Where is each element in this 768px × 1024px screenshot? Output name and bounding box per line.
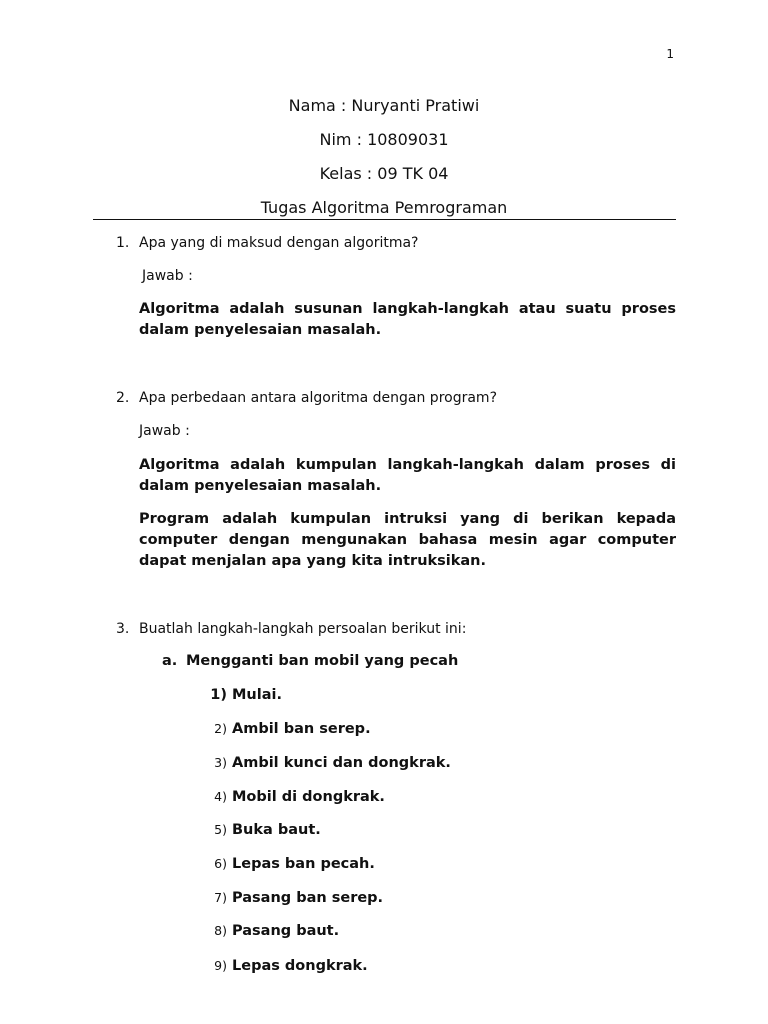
question-2-answer-program: Program adalah kumpulan intruksi yang di berikan kepada computer dengan mengunakan bahasa mesin agar computer dapat menjalan apa yang kita intruksikan. [139,511,676,569]
question-2-text: Apa perbedaan antara algoritma dengan program? [139,390,497,406]
student-nim: Nim : 10809031 [319,130,449,149]
step-1-text: Mulai. [232,687,282,703]
step-8-text: Pasang baut. [232,923,340,939]
question-2-jawab-label: Jawab : [139,423,190,439]
step-5-text: Buka baut. [232,822,321,838]
step-8-number: 8) [214,923,227,938]
step-3-text: Ambil kunci dan dongkrak. [232,755,451,771]
sub-item-text: Mengganti ban mobil yang pecah [186,653,459,669]
question-1-text: Apa yang di maksud dengan algoritma? [139,235,419,251]
step-4-text: Mobil di dongkrak. [232,789,385,805]
question-3-text: Buatlah langkah-langkah persoalan berikut ini: [139,621,467,637]
step-2-number: 2) [214,721,227,736]
page-number: 1 [666,47,674,61]
step-4-number: 4) [214,789,227,804]
student-class: Kelas : 09 TK 04 [319,164,449,183]
step-5-number: 5) [214,822,227,837]
question-1-jawab-label: Jawab : [142,268,193,284]
step-9-text: Lepas dongkrak. [232,958,368,974]
question-2-answer-algoritma: Algoritma adalah kumpulan langkah-langkah dalam proses di dalam penyelesaian masalah. [139,457,676,494]
step-7-number: 7) [214,890,227,905]
question-3-number: 3. [116,621,130,637]
step-6-number: 6) [214,856,227,871]
step-9-number: 9) [214,958,227,973]
question-1-answer: Algoritma adalah susunan langkah-langkah atau suatu proses dalam penyelesaian masalah. [139,301,676,338]
step-6-text: Lepas ban pecah. [232,856,375,872]
student-name: Nama : Nuryanti Pratiwi [288,96,480,115]
question-2-number: 2. [116,390,130,406]
step-3-number: 3) [214,755,227,770]
sub-item-label: a. [162,653,178,669]
step-7-text: Pasang ban serep. [232,890,384,906]
assignment-title: Tugas Algoritma Pemrograman [260,198,508,217]
step-1-number: 1) [210,687,227,703]
question-1-number: 1. [116,235,130,251]
step-2-text: Ambil ban serep. [232,721,371,737]
title-divider [93,219,676,220]
